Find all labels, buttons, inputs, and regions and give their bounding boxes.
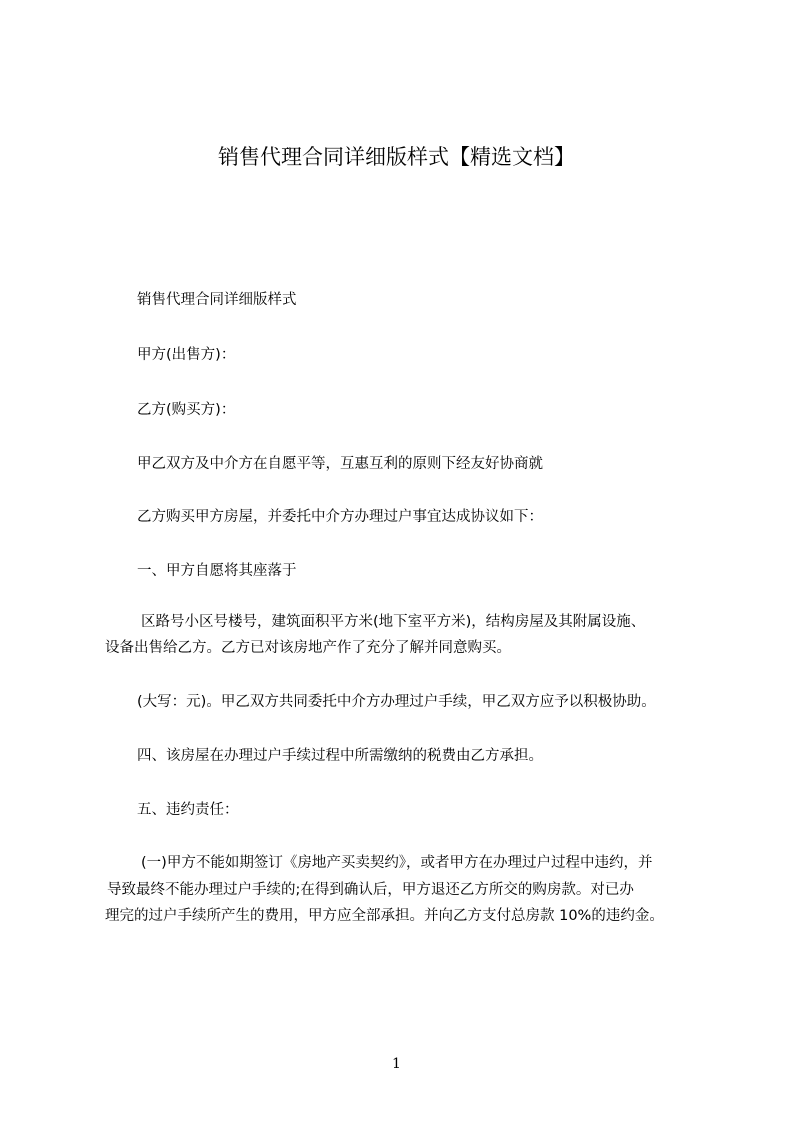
paragraph-breach-line-1: (一)甲方不能如期签订《房地产买卖契约》，或者甲方在办理过户过程中违约，并 (141, 855, 653, 871)
paragraph-heading: 销售代理合同详细版样式 (137, 292, 297, 308)
paragraph-clause-1: 一、甲方自愿将其座落于 (137, 563, 297, 579)
paragraph-breach-line-3: 理完的过户手续所产生的费用，甲方应全部承担。并向乙方支付总房款 10%的违约金。 (105, 908, 664, 924)
document-title: 销售代理合同详细版样式【精选文档】 (218, 145, 575, 169)
paragraph-property-line-2: 设备出售给乙方。乙方已对该房地产作了充分了解并同意购买。 (105, 640, 511, 656)
paragraph-clause-5: 五、违约责任： (137, 802, 239, 818)
paragraph-agreement-scope: 乙方购买甲方房屋，并委托中介方办理过户事宜达成协议如下： (137, 509, 543, 525)
paragraph-price: (大写：元)。甲乙双方共同委托中介方办理过户手续，甲乙双方应予以积极协助。 (137, 694, 656, 710)
paragraph-party-b: 乙方(购买方)： (137, 402, 236, 418)
paragraph-breach-line-2: 导致最终不能办理过户手续的;在得到确认后，甲方退还乙方所交的购房款。对已办 (107, 882, 634, 898)
paragraph-property-line-1: 区路号小区号楼号，建筑面积平方米(地下室平方米)，结构房屋及其附属设施、 (141, 614, 646, 630)
paragraph-party-a: 甲方(出售方)： (137, 347, 236, 363)
page-number: 1 (392, 1056, 401, 1072)
paragraph-agreement-intro: 甲乙双方及中介方在自愿平等，互惠互利的原则下经友好协商就 (137, 456, 543, 472)
paragraph-clause-4: 四、该房屋在办理过户手续过程中所需缴纳的税费由乙方承担。 (137, 748, 543, 764)
